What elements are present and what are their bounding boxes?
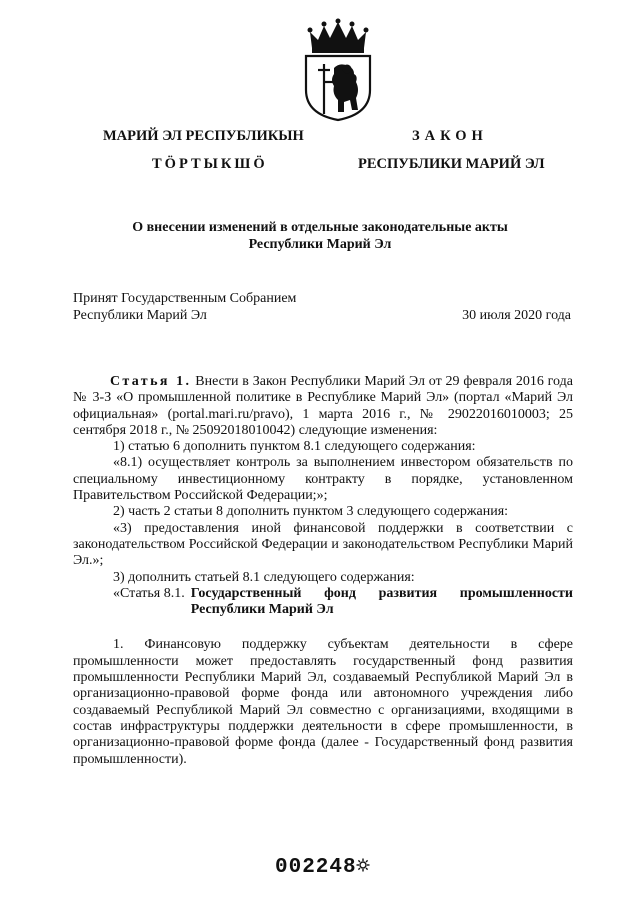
header-left-line2: ТӦРТЫКШӦ (152, 156, 268, 172)
title-line2: Республики Марий Эл (248, 237, 392, 252)
adopted-line2: Республики Марий Эл (73, 308, 207, 323)
new-article-title: Государственный фонд развития промышленности Республики Марий Эл (190, 585, 573, 618)
item-3: 3) дополнить статьей 8.1 следующего содержания: (113, 569, 415, 585)
article-label: Статья 1. (110, 374, 192, 389)
adoption-date: 30 июля 2020 года (462, 308, 571, 323)
header-left-line1: МАРИЙ ЭЛ РЕСПУБЛИКЫН (103, 128, 304, 144)
header-right-line2: РЕСПУБЛИКИ МАРИЙ ЭЛ (358, 156, 545, 172)
article-text: Внести в Закон Республики Марий Эл от 29 февраля 2016 года № 3-З «О промышленной политике в Республике Марий Эл» (портал «Марий Эл официальная» (portal.mari.ru/pravo), 1 марта 2016 г., № 29022016010003; 25 сентября 2018 г., № 25092018010042) следующие изменения: (73, 374, 573, 438)
new-article-number: «Статья 8.1. (113, 585, 185, 601)
adopted-by (73, 290, 296, 324)
new-article-heading (73, 586, 573, 619)
item-2-text: «3) предоставления иной финансовой поддержки в соответствии с законодательством Российской Федерации и законодательством Республики Марий Эл.»; (73, 520, 573, 569)
document-title (60, 219, 580, 253)
item-2: 2) часть 2 статьи 8 дополнить пунктом 3 следующего содержания: (113, 504, 509, 520)
paragraph-1: 1. Финансовую поддержку субъектам деятельности в сфере промышленности может предоставлять государственный фонд развития промышленности Республики Марий Эл, создаваемый Республикой Марий Эл в организационно-правовой форме фонда или автономного учреждения либо создаваемый Республикой Марий Эл совместно с организациями, входящими в состав инфраструктуры поддержки деятельности в сфере промышленности, в организационно-правовой форме фонда (далее - Государственный фонд развития промышленности). (73, 637, 573, 767)
item-1-text: «8.1) осуществляет контроль за выполнением инвестором обязательств по специальному инвестиционному контракту в порядке, установленном Правительством Российской Федерации;»; (73, 455, 573, 504)
registration-stamp: 002248 (275, 856, 357, 879)
document-body (73, 374, 573, 768)
star-stamp-icon (356, 858, 370, 872)
title-line1: О внесении изменений в отдельные законодательные акты (132, 220, 508, 235)
item-1: 1) статью 6 дополнить пунктом 8.1 следующего содержания: (113, 439, 476, 455)
coat-of-arms-bear-icon (300, 18, 376, 122)
adopted-line1: Принят Государственным Собранием (73, 291, 297, 306)
header-right-line1: ЗАКОН (412, 128, 488, 144)
